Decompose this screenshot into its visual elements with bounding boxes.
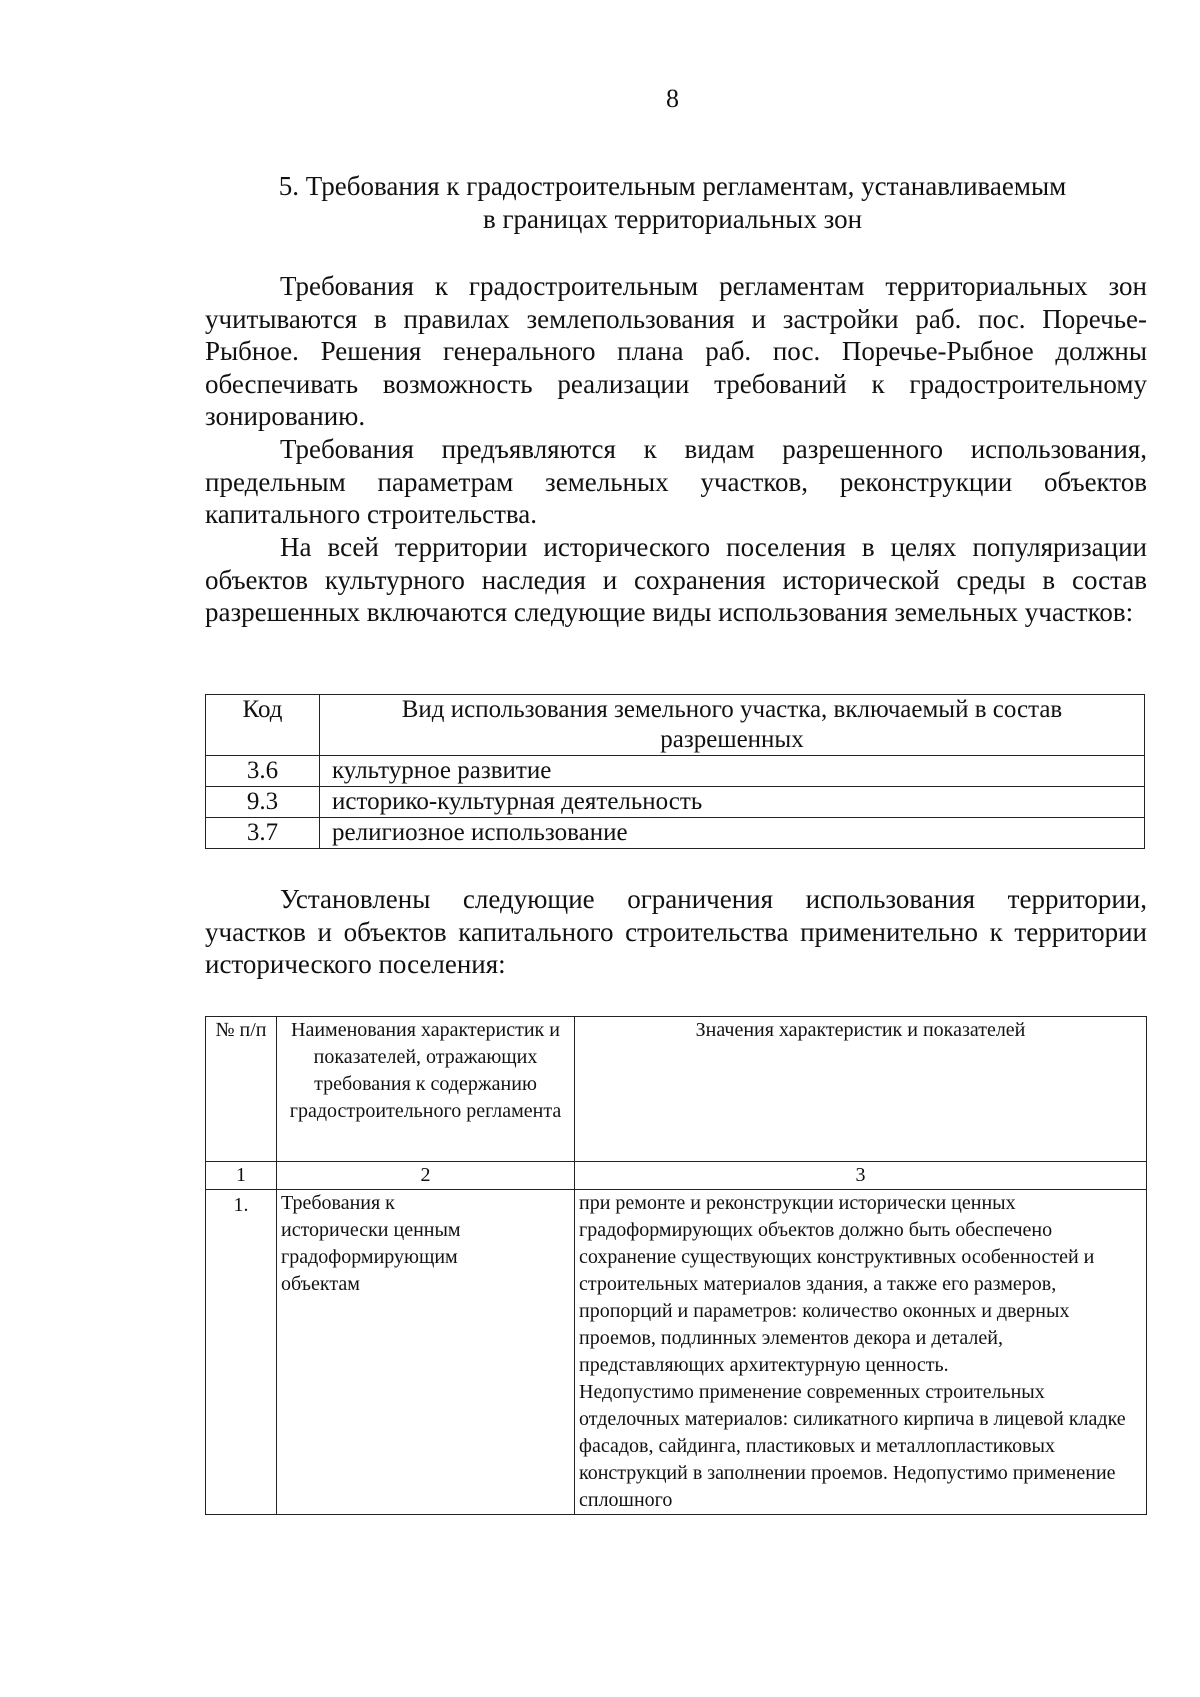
- row-use-name: религиозное использование: [320, 818, 1145, 849]
- column-number-3: 3: [575, 1162, 1147, 1190]
- header-use-type: Вид использования земельного участка, включаемый в состав разрешенных: [320, 695, 1145, 756]
- page-number: 8: [666, 84, 679, 113]
- table-row: [206, 1190, 1147, 1515]
- header-code: Код: [206, 695, 320, 756]
- column-number-2: 2: [277, 1162, 575, 1190]
- paragraph-restrictions-intro: Установлены следующие ограничения использования территории, участков и объектов капитального строительства применительно к территории исторического поселения:: [205, 884, 1147, 979]
- row-characteristic-value: [575, 1190, 1147, 1515]
- table-header-row: [206, 1017, 1147, 1162]
- paragraph-requirements-scope: Требования предъявляются к видам разрешенного использования, предельным параметрам земельных участков, реконструкции объектов капитального строительства.: [205, 434, 1147, 529]
- row-characteristic-name: Требования к исторически ценным градоформирующим объектам: [277, 1190, 575, 1515]
- header-characteristic-value: Значения характеристик и показателей: [575, 1017, 1147, 1162]
- paragraph-permitted-uses-intro: На всей территории исторического поселения в целях популяризации объектов культурного наследия и сохранения исторической среды в состав разрешенных включаются следующие виды использования земельных участков:: [205, 532, 1147, 627]
- table-row: [206, 756, 1145, 787]
- restrictions-table: [205, 1016, 1147, 1515]
- row-code: 3.6: [206, 756, 320, 787]
- permitted-uses-table: [205, 694, 1145, 849]
- row-use-name: историко-культурная деятельность: [320, 787, 1145, 818]
- row-use-name: культурное развитие: [320, 756, 1145, 787]
- paragraph-zoning-requirements: Требования к градостроительным регламентам территориальных зон учитываются в правилах землепользования и застройки раб. пос. Поречье-Рыбное. Решения генерального плана раб. пос. Поречье-Рыбное должны обеспечивать возможность реализации требований к градостроительному зонированию.: [205, 271, 1147, 431]
- section-heading: [200, 170, 1145, 236]
- header-characteristic-name: Наименования характеристик и показателей, отражающих требования к содержанию градостроительного регламента: [277, 1017, 575, 1162]
- column-number-row: [206, 1162, 1147, 1190]
- section-heading-line-1: 5. Требования к градостроительным регламентам, устанавливаемым: [278, 171, 1067, 201]
- header-row-number: № п/п: [206, 1017, 277, 1162]
- table-row: [206, 818, 1145, 849]
- row-number: 1.: [206, 1190, 277, 1515]
- value-paragraph-1: при ремонте и реконструкции исторически ценных градоформирующих объектов должно быть обеспечено сохранение существующих конструктивных особенностей и строительных материалов здания, а также его размеров, пропорций и параметров: количество оконных и дверных проемов, подлинных элементов декора и деталей, представляющих архитектурную ценность.: [579, 1192, 1095, 1376]
- table-header-row: [206, 695, 1145, 756]
- row-code: 3.7: [206, 818, 320, 849]
- row-code: 9.3: [206, 787, 320, 818]
- table-row: [206, 787, 1145, 818]
- column-number-1: 1: [206, 1162, 277, 1190]
- section-heading-line-2: в границах территориальных зон: [482, 204, 863, 234]
- value-paragraph-2: Недопустимо применение современных строительных отделочных материалов: силикатного кирпича в лицевой кладке фасадов, сайдинга, пластиковых и металлопластиковых конструкций в заполнении проемов. Недопустимо применение сплошного: [579, 1381, 1126, 1511]
